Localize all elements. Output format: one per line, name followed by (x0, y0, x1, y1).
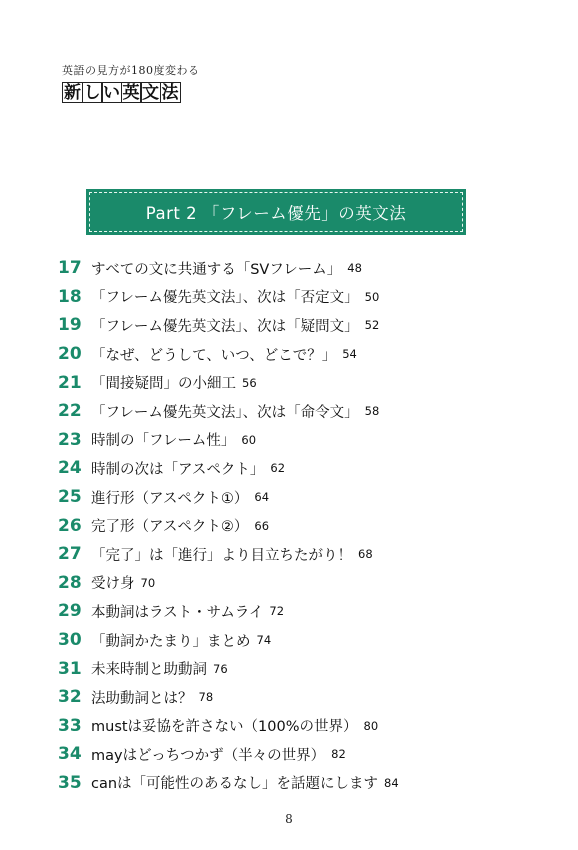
chapter-page: 54 (342, 347, 357, 362)
toc-item (58, 597, 538, 626)
book-title-char: 英 (122, 83, 140, 103)
chapter-title: 「完了」は「進行」より目立ちたがり！ (91, 547, 352, 564)
chapter-page: 62 (270, 461, 286, 476)
chapter-number: 23 (58, 429, 82, 450)
chapter-number: 24 (58, 458, 82, 479)
toc-item (58, 740, 538, 769)
toc-item (58, 426, 538, 455)
toc-item (58, 540, 538, 569)
section-title: Part 2 「フレーム優先」の英文法 (89, 192, 463, 232)
toc-item (58, 311, 538, 340)
chapter-title: 時制の次は「アスペクト」 (91, 461, 265, 478)
chapter-title: 時制の「フレーム性」 (91, 433, 236, 450)
chapter-page: 48 (347, 261, 362, 276)
toc-item (58, 683, 538, 712)
toc-item (58, 654, 538, 683)
chapter-page: 60 (241, 432, 257, 447)
chapter-title: 「フレーム優先英文法」、次は「命令文」 (91, 404, 359, 421)
book-header (62, 62, 200, 103)
chapter-title: 本動詞はラスト・サムライ (91, 604, 264, 621)
chapter-title: 進行形（アスペクト①） (91, 490, 249, 507)
book-title (62, 82, 200, 103)
chapter-page: 84 (384, 775, 399, 790)
book-title-char: い (103, 83, 120, 103)
chapter-number: 21 (58, 372, 82, 393)
chapter-page: 72 (269, 604, 285, 619)
chapter-page: 64 (254, 490, 270, 505)
book-title-char: 文 (142, 83, 159, 103)
chapter-title: 受け身 (91, 576, 135, 593)
chapter-number: 22 (58, 401, 82, 422)
chapter-page: 74 (256, 633, 272, 648)
chapter-page: 82 (331, 747, 346, 762)
book-subtitle: 英語の見方が180度変わる (62, 64, 200, 77)
chapter-title: 「フレーム優先英文法」、次は「疑問文」 (91, 318, 359, 335)
chapter-number: 32 (58, 687, 82, 708)
chapter-title: 未来時制と助動詞 (91, 662, 207, 679)
chapter-number: 28 (58, 572, 82, 593)
section-banner (86, 189, 466, 235)
chapter-page: 52 (364, 318, 380, 333)
chapter-title: 「間接疑問」の小細工 (91, 376, 236, 393)
chapter-title: 「フレーム優先英文法」、次は「否定文」 (91, 290, 359, 307)
toc-item (58, 368, 538, 397)
chapter-title: 「動詞かたまり」まとめ (91, 633, 251, 650)
chapter-page: 78 (198, 690, 214, 705)
chapter-page: 70 (140, 575, 156, 590)
toc-item (58, 340, 538, 369)
chapter-number: 26 (58, 515, 82, 536)
chapter-number: 31 (58, 658, 82, 679)
chapter-number: 34 (58, 744, 82, 765)
toc-item (58, 254, 538, 283)
chapter-number: 29 (58, 601, 82, 622)
toc-item (58, 397, 538, 426)
chapter-title: 完了形（アスペクト②） (91, 519, 249, 536)
toc-item (58, 283, 538, 312)
chapter-title: すべての文に共通する「SVフレーム」 (91, 261, 342, 278)
chapter-number: 35 (58, 772, 82, 793)
chapter-number: 18 (58, 286, 82, 307)
toc-item (58, 483, 538, 512)
chapter-page: 50 (364, 289, 380, 304)
chapter-title: 「なぜ、どうして、いつ、どこで？」 (91, 347, 337, 364)
chapter-number: 27 (58, 544, 82, 565)
chapter-page: 68 (358, 547, 373, 562)
chapter-number: 19 (58, 315, 82, 336)
toc-item (58, 769, 538, 798)
chapter-number: 30 (58, 630, 82, 651)
page-number: 8 (285, 812, 293, 826)
toc-item (58, 569, 538, 598)
chapter-page: 56 (242, 375, 257, 390)
book-title-char: 新 (64, 83, 81, 103)
chapter-title: mayはどっちつかず（半々の世界） (91, 747, 326, 764)
chapter-title: mustは妥協を許さない（100%の世界） (91, 719, 358, 736)
chapter-title: 法助動詞とは？ (91, 690, 193, 707)
toc-item (58, 626, 538, 655)
table-of-contents (58, 254, 538, 797)
chapter-number: 33 (58, 715, 82, 736)
book-title-char: し (83, 83, 101, 103)
book-title-char: 法 (161, 83, 179, 103)
chapter-number: 17 (58, 258, 82, 279)
toc-item (58, 511, 538, 540)
chapter-page: 80 (363, 718, 379, 733)
chapter-number: 20 (58, 344, 82, 365)
toc-item (58, 454, 538, 483)
chapter-page: 66 (254, 518, 270, 533)
chapter-page: 58 (364, 404, 380, 419)
chapter-page: 76 (213, 661, 228, 676)
toc-item (58, 712, 538, 741)
chapter-title: canは「可能性のあるなし」を話題にします (91, 776, 379, 793)
chapter-number: 25 (58, 487, 82, 508)
